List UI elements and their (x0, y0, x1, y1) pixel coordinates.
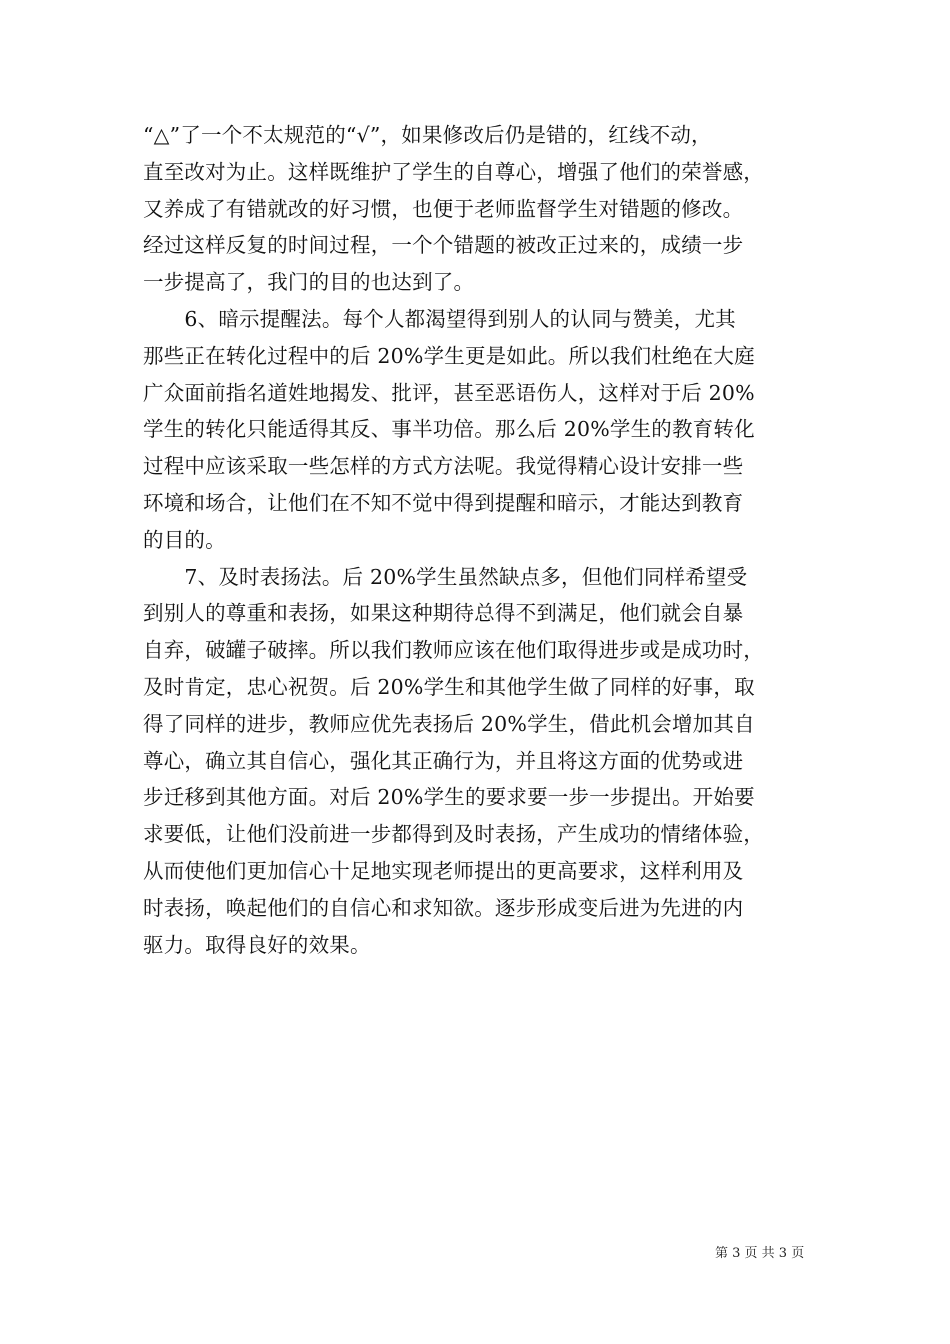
text-line: 尊心，确立其自信心，强化其正确行为，并且将这方面的优势或进 (143, 748, 744, 773)
text-line: 学生的转化只能适得其反、事半功倍。那么后 20%学生的教育转化 (143, 417, 755, 442)
text-line: 广众面前指名道姓地揭发、批评，甚至恶语伤人，这样对于后 20% (143, 380, 755, 405)
text-line: 的目的。 (143, 527, 226, 552)
text-line: 过程中应该采取一些怎样的方式方法呢。我觉得精心设计安排一些 (143, 454, 744, 479)
text-line: 6、暗示提醒法。每个人都渴望得到别人的认同与赞美，尤其 (143, 306, 736, 331)
text-line: 一步提高了，我门的目的也达到了。 (143, 270, 475, 295)
body-text (143, 117, 843, 963)
text-line: 求要低，让他们没前进一步都得到及时表扬，产生成功的情绪体验， (143, 822, 764, 847)
text-line: 到别人的尊重和表扬，如果这种期待总得不到满足，他们就会自暴 (143, 601, 744, 626)
text-line: 那些正在转化过程中的后 20%学生更是如此。所以我们杜绝在大庭 (143, 343, 755, 368)
text-line: 直至改对为止。这样既维护了学生的自尊心，增强了他们的荣誉感， (143, 159, 764, 184)
page-number-footer: 第 3 页 共 3 页 (715, 1246, 805, 1261)
text-line: 经过这样反复的时间过程，一个个错题的被改正过来的，成绩一步 (143, 233, 744, 258)
text-line: 得了同样的进步，教师应优先表扬后 20%学生，借此机会增加其自 (143, 711, 755, 736)
text-line: 及时肯定，忠心祝贺。后 20%学生和其他学生做了同样的好事，取 (143, 674, 755, 699)
text-line: 从而使他们更加信心十足地实现老师提出的更高要求，这样利用及 (143, 858, 744, 883)
text-line: 自弃，破罐子破摔。所以我们教师应该在他们取得进步或是成功时， (143, 638, 764, 663)
text-line: 又养成了有错就改的好习惯，也便于老师监督学生对错题的修改。 (143, 196, 744, 221)
text-line: 7、及时表扬法。后 20%学生虽然缺点多，但他们同样希望受 (143, 564, 748, 589)
text-line: 环境和场合，让他们在不知不觉中得到提醒和暗示，才能达到教育 (143, 490, 744, 515)
text-line: 驱力。取得良好的效果。 (143, 932, 371, 957)
text-line: “△”了一个不太规范的“√”，如果修改后仍是错的，红线不动， (143, 123, 712, 147)
text-line: 步迁移到其他方面。对后 20%学生的要求要一步一步提出。开始要 (143, 785, 755, 810)
text-line: 时表扬，唤起他们的自信心和求知欲。逐步形成变后进为先进的内 (143, 895, 744, 920)
